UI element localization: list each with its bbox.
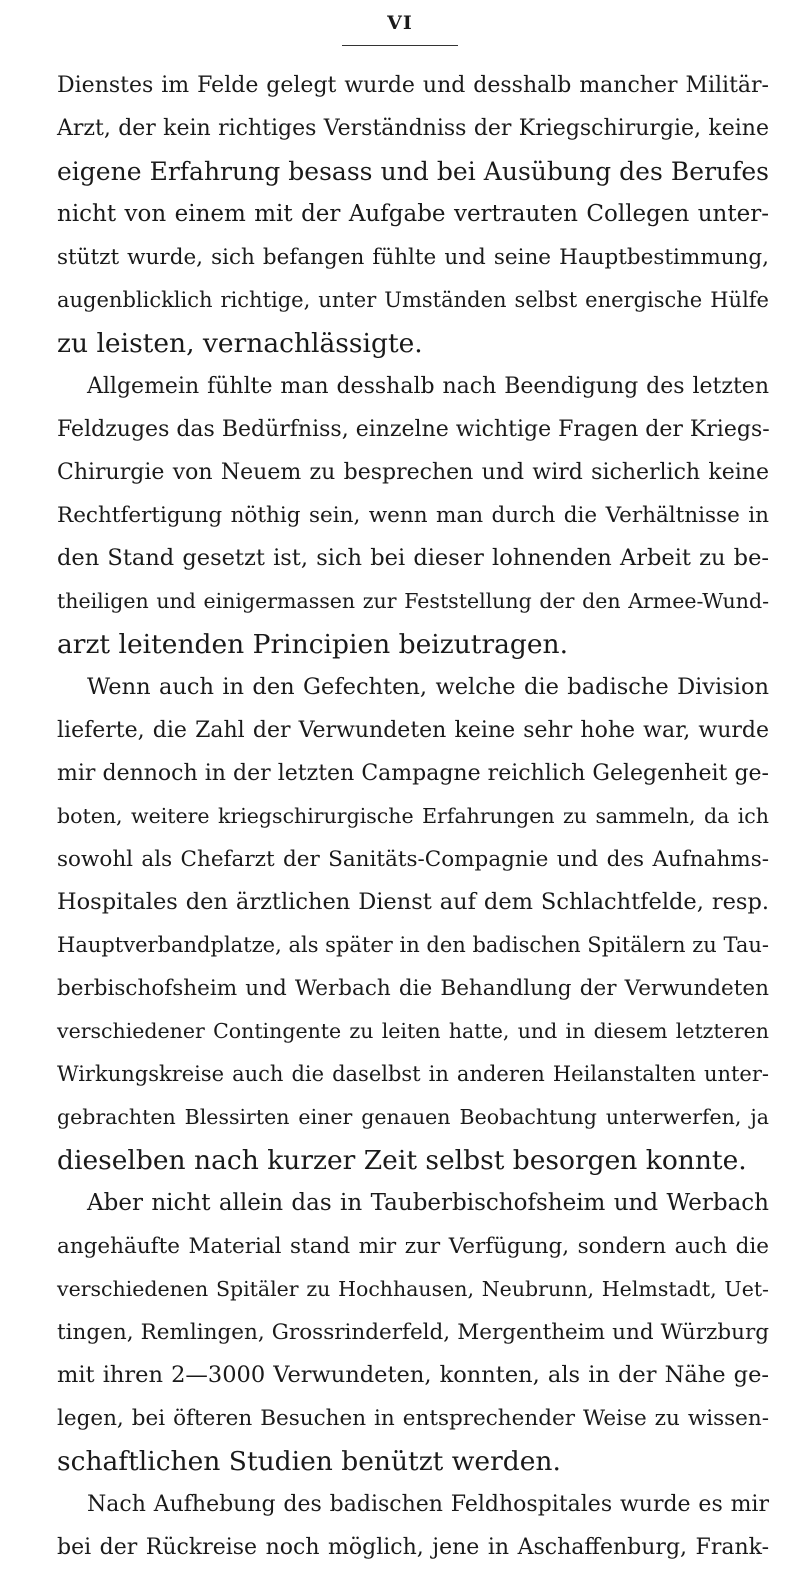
text-line: arzt leitenden Principien beizutragen.: [57, 629, 569, 660]
text-line: tingen, Remlingen, Grossrinderfeld, Mergentheim und Würzburg: [57, 1320, 769, 1345]
text-line: legen, bei öfteren Besuchen in entsprechender Weise zu wissen-: [57, 1406, 769, 1431]
text-line: Hauptverbandplatze, als später in den badischen Spitälern zu Tau-: [57, 933, 769, 957]
text-line: verschiedenen Spitäler zu Hochhausen, Neubrunn, Helmstadt, Uet-: [57, 1277, 769, 1301]
text-line: Wenn auch in den Gefechten, welche die badische Division: [87, 674, 769, 700]
text-line: Hospitales den ärztlichen Dienst auf dem Schlachtfelde, resp.: [57, 889, 769, 915]
text-line: Rechtfertigung nöthig sein, wenn man durch die Verhältnisse in: [57, 503, 769, 528]
text-line: stützt wurde, sich befangen fühlte und seine Hauptbestimmung,: [57, 245, 769, 270]
text-line: schaftlichen Studien benützt werden.: [57, 1446, 561, 1477]
text-line: mit ihren 2—3000 Verwundeten, konnten, als in der Nähe ge-: [57, 1362, 769, 1388]
body-text: [57, 64, 769, 1569]
text-line: berbischofsheim und Werbach die Behandlung der Verwundeten: [57, 976, 769, 1001]
text-line: eigene Erfahrung besass und bei Ausübung des Berufes: [57, 157, 769, 186]
text-line: sowohl als Chefarzt der Sanitäts-Compagnie und des Aufnahms-: [57, 847, 769, 872]
header-rule: [342, 45, 458, 46]
text-line: mir dennoch in der letzten Campagne reichlich Gelegenheit ge-: [57, 761, 769, 786]
text-line: Wirkungskreise auch die daselbst in anderen Heilanstalten unter-: [57, 1062, 769, 1086]
text-line: Dienstes im Felde gelegt wurde und desshalb mancher Militär-: [57, 73, 769, 98]
text-line: Aber nicht allein das in Tauberbischofsheim und Werbach: [87, 1190, 769, 1216]
text-line: bei der Rückreise noch möglich, jene in Aschaffenburg, Frank-: [57, 1535, 769, 1560]
text-line: angehäufte Material stand mir zur Verfügung, sondern auch die: [57, 1234, 769, 1259]
text-line: nicht von einem mit der Aufgabe vertrauten Collegen unter-: [57, 201, 769, 227]
text-line: dieselben nach kurzer Zeit selbst besorgen konnte.: [57, 1145, 747, 1176]
text-line: Feldzuges das Bedürfniss, einzelne wichtige Fragen der Kriegs-: [57, 417, 770, 442]
text-line: zu leisten, vernachlässigte.: [57, 328, 423, 359]
text-line: boten, weitere kriegschirurgische Erfahrungen zu sammeln, da ich: [57, 804, 769, 828]
text-line: Allgemein fühlte man desshalb nach Beendigung des letzten: [87, 374, 769, 399]
text-line: theiligen und einigermassen zur Feststellung der den Armee-Wund-: [57, 589, 769, 613]
text-line: den Stand gesetzt ist, sich bei dieser lohnenden Arbeit zu be-: [57, 545, 769, 571]
text-line: augenblicklich richtige, unter Umständen selbst energische Hülfe: [57, 288, 769, 312]
page-number: VI: [387, 12, 413, 34]
text-line: lieferte, die Zahl der Verwundeten keine sehr hohe war, wurde: [57, 718, 769, 743]
text-line: Arzt, der kein richtiges Verständniss der Kriegschirurgie, keine: [57, 116, 769, 141]
text-line: gebrachten Blessirten einer genauen Beobachtung unterwerfen, ja: [57, 1105, 769, 1129]
text-line: Chirurgie von Neuem zu besprechen und wird sicherlich keine: [57, 460, 769, 485]
text-line: Nach Aufhebung des badischen Feldhospitales wurde es mir: [87, 1492, 769, 1517]
text-line: verschiedener Contingente zu leiten hatte, und in diesem letzteren: [57, 1019, 769, 1043]
